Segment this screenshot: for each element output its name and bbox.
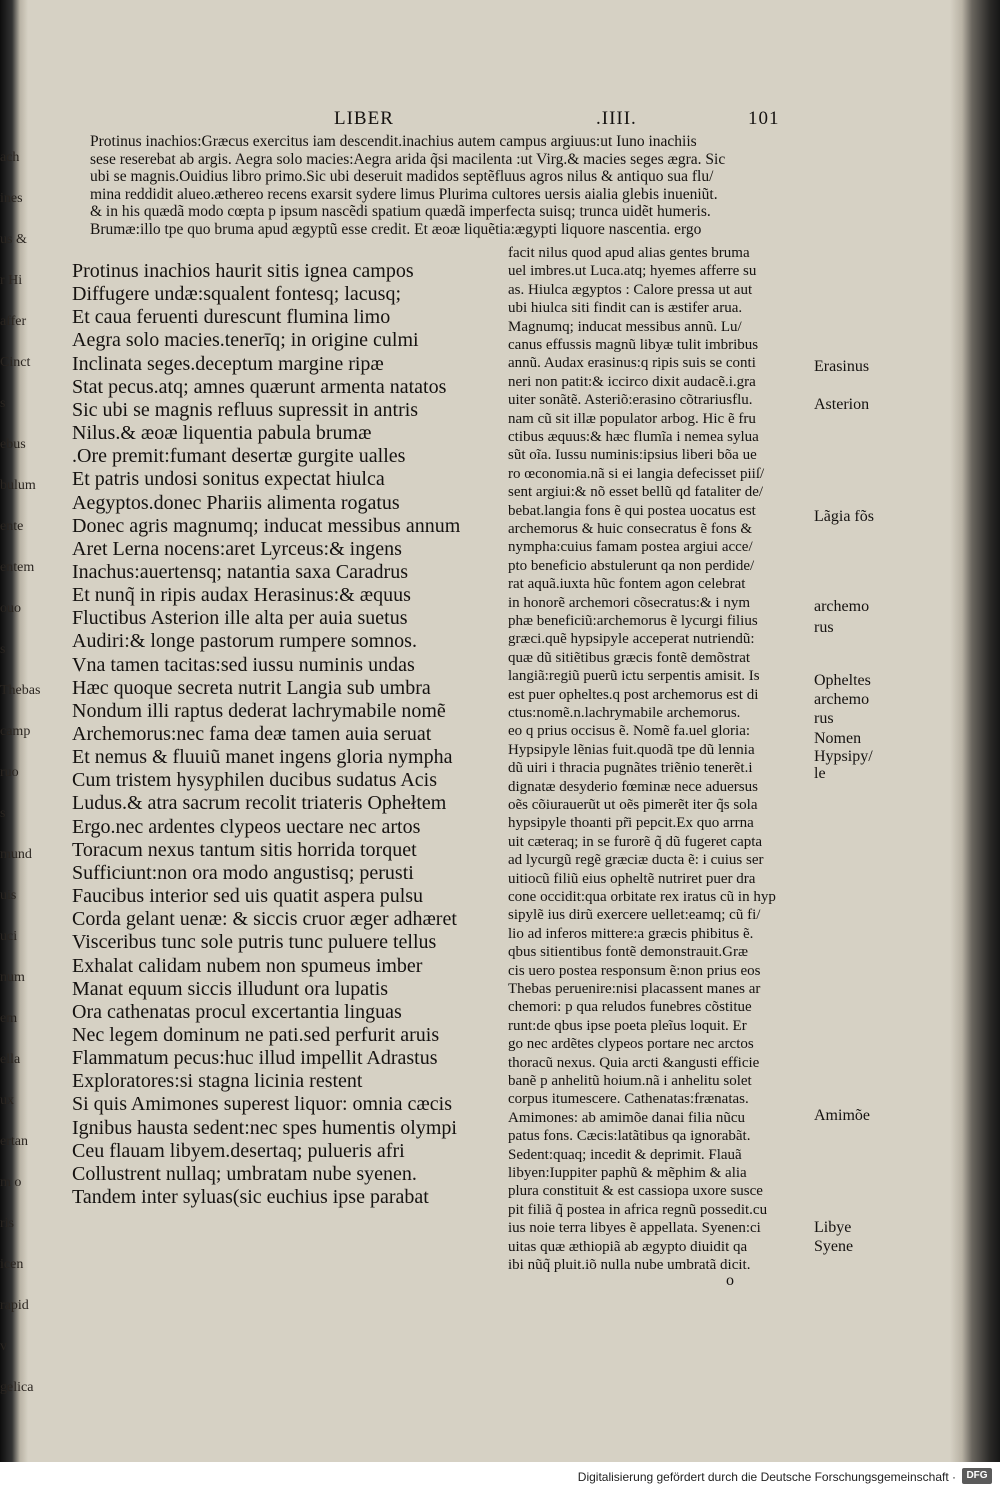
marginal-note: Hypsipy/ xyxy=(814,748,873,765)
commentary-line: corpus itumescere. Cathenatas:frænatas. xyxy=(508,1091,749,1108)
verse-line: Donec agris magnumq; inducat messibus annum xyxy=(72,514,461,537)
verso-fragment: r Hi xyxy=(0,273,23,288)
verse-line: Aret Lerna nocens:aret Lyrceus:& ingens xyxy=(72,537,402,560)
marginal-note: rus xyxy=(814,710,834,727)
verse-line: Aegyptos.donec Phariis alimenta rogatus xyxy=(72,491,400,514)
verse-line: Diffugere undæ:squalent fontesq; lacusq; xyxy=(72,283,402,306)
commentary-line: eo q prius occisus ẽ. Nomẽ fa.uel gloria: xyxy=(508,723,751,740)
commentary-line: ibi nũq̃ pluit.iõ nulla nube umbratã dicit. xyxy=(508,1257,751,1273)
commentary-line: libyen:Iuppiter paphũ & mẽphim & alia xyxy=(508,1165,747,1181)
verse-line: Stat pecus.atq; amnes quærunt armenta natatos xyxy=(72,375,447,398)
marginal-note: Erasinus xyxy=(814,358,870,375)
commentary-line: dignatæ desyderio fœminæ nece aduersus xyxy=(508,778,758,795)
commentary-line: chemori: p qua reludos funebres cõstitue xyxy=(508,999,752,1016)
commentary-line: pit filiã q̃ postea in africa regnũ possedit.cu xyxy=(508,1201,768,1218)
verso-fragment: ella xyxy=(0,1052,21,1067)
verse-line: Sufficiunt:non ora modo angustisq; perusti xyxy=(72,861,414,884)
verse-line: Corda gelant uenæ: & siccis cruor æger adhæret xyxy=(72,908,457,931)
verse-line: Inachus:auertensq; natantia saxa Caradrus xyxy=(72,560,408,583)
marginal-note: le xyxy=(814,765,826,782)
verse-line: Sic ubi se magnis refluus supressit in antris xyxy=(72,398,419,421)
verse-line: Et patris undosi sonitus expectat hiulca xyxy=(72,468,385,491)
verso-page-edge xyxy=(0,0,41,1462)
verso-fragment: Cinct xyxy=(0,355,31,370)
commentary-line: ubi se magnis.Ouidius libro primo.Sic ubi deseruit madidos septẽfluus agros nilus & antiquo sua flu/ xyxy=(90,168,714,186)
commentary-line: cone occidit:qua orbitate rex iratus cũ in hyp xyxy=(508,889,776,905)
marginal-note: Nomen xyxy=(814,730,862,747)
verse-line: Ludus.& atra sacrum recolit triateris Ophełtem xyxy=(72,792,447,815)
verse-line: Toracum nexus tantum sitis horrida torquet xyxy=(72,838,417,861)
commentary-line: uitiocũ filiũ eius opheltẽ nutriret puer dra xyxy=(508,870,756,887)
commentary-line: in honorẽ archemori cõsecratus:& i nym xyxy=(508,594,751,611)
signature-mark: o xyxy=(726,1272,734,1289)
commentary-line: nam cũ sit illæ populator arbog. Hic ẽ fru xyxy=(508,410,756,427)
commentary-line: archemorus & huic consecratus ẽ fons & xyxy=(508,521,753,537)
verse-line: Exploratores:si stagna licinia restent xyxy=(72,1070,363,1093)
verse-line: Manat equum siccis illudunt ora lupatis xyxy=(72,977,389,1000)
commentary-line: græci.quẽ hypsipyle acceperat nutriendũ: xyxy=(508,631,755,648)
verso-fragment: affer xyxy=(0,314,27,329)
marginal-note: rus xyxy=(814,619,834,636)
commentary-line: oẽs cõiurauerũt ut oẽs pimerẽt iter q̃s sola xyxy=(508,797,758,813)
verse-line: Nilus.& æoæ liquentia pabula brumæ xyxy=(72,422,372,445)
footer-bar xyxy=(0,1462,1000,1494)
commentary-line: plura constituit & est cassiopa uxore susce xyxy=(508,1183,763,1200)
verso-fragment: Thebas xyxy=(0,683,41,698)
verso-fragment: ach xyxy=(0,150,20,165)
verso-fragment: ertan xyxy=(0,1134,28,1149)
commentary-line: cis uero postea responsum ẽ:non prius eos xyxy=(508,962,761,979)
commentary-line: uel imbres.ut Luca.atq; hyemes afferre su xyxy=(508,263,757,280)
verse-line: Si quis Amimones superest liquor: omnia cæcis xyxy=(72,1093,452,1116)
commentary-line: sese reserebat ab argis. Aegra solo macies:Aegra arida q̃si macilenta :ut Virg.& macies seges ægra. Sic xyxy=(90,150,726,168)
verse-line: Aegra solo macies.tenerīq; in origine culmi xyxy=(72,329,419,352)
verse-line: Et nunq̃ in ripis audax Herasinus:& æquus xyxy=(72,584,411,607)
commentary-line: Magnumq; inducat messibus annũ. Lu/ xyxy=(508,318,742,335)
verse-line: Ignibus hausta sedent:nec spes humentis olympi xyxy=(72,1116,457,1139)
verso-fragment: ente xyxy=(0,519,24,534)
commentary-line: phæ beneficiũ:archemorus ẽ lycurgi filius xyxy=(508,613,758,629)
commentary-line: sent argiui:& nõ esset bellũ qd fataliter de/ xyxy=(508,484,764,501)
commentary-line: runt:de qbus ipse poeta pleĩus loquit. Er xyxy=(508,1017,747,1034)
footer-credit: Digitalisierung gefördert durch die Deutsche Forschungsgemeinschaft · xyxy=(577,1470,956,1484)
marginal-note: Libye xyxy=(814,1219,852,1236)
verse-line: Collustrent nullaq; umbratam nube syenen. xyxy=(72,1162,417,1185)
verse-line: Nondum illi raptus dederat lachrymabile nomẽ xyxy=(72,699,446,722)
commentary-line: ad lycurgũ regẽ græciæ ducta ẽ: i cuius ser xyxy=(508,852,764,869)
commentary-line: canus effussis magnũ libyæ tulit imbribus xyxy=(508,337,759,353)
marginal-note: Opheltes xyxy=(814,672,871,689)
commentary-line: patus fons. Cæcis:latãtibus qa ignorabãt. xyxy=(508,1128,751,1145)
verso-fragment: ruo xyxy=(0,765,19,780)
verse-line: Ceu flauam libyem.desertaq; pulueris afri xyxy=(72,1139,405,1162)
running-head-book-number: .IIII. xyxy=(596,108,637,129)
verso-fragment: s xyxy=(0,806,6,821)
commentary-line: go nec ardẽtes clypeos portare nec arctos xyxy=(508,1036,754,1053)
commentary-line: ubi hiulca siti findit can is æstifer arua. xyxy=(508,300,743,317)
verso-fragment: camp xyxy=(0,724,31,739)
marginal-note: archemo xyxy=(814,691,870,708)
verse-line: Audiri:& longe pastorum rumpere somnos. xyxy=(72,630,417,653)
commentary-line: & in his quædã modo cœpta p ipsum nascẽdi spatium quædã imperfecta suisq; trunca uidẽt humeris. xyxy=(90,203,711,221)
commentary-line: Sedent:quaq; incedit & deprimit. Flauã xyxy=(508,1146,742,1163)
marginal-note: archemo xyxy=(814,598,870,615)
commentary-line: neri non patit:& iccirco dixit audacẽ.i.gra xyxy=(508,373,756,390)
commentary-line: thoracũ nexus. Quia arcti &angusti efficie xyxy=(508,1054,760,1071)
verse-line: Archemorus:nec fama deæ tamen auia seruat xyxy=(72,723,432,745)
commentary-line: langiã:regiũ puerũ ictu serpentis amisit. Is xyxy=(508,668,760,685)
verse-line: Faucibus interior sed uis quatit aspera pulsu xyxy=(72,885,424,908)
verse-line: Protinus inachios haurit sitis ignea campos xyxy=(72,260,414,282)
verse-line: Et nemus & fluuiũ manet ingens gloria nympha xyxy=(72,746,453,769)
verso-fragment: s xyxy=(0,642,6,657)
verse-line: Visceribus tunc sole putris tunc puluere tellus xyxy=(72,931,437,954)
folio-number: 101 xyxy=(748,108,780,129)
verso-fragment: num xyxy=(0,970,25,985)
running-head-liber: LIBER xyxy=(334,108,394,129)
verso-fragment: rapid xyxy=(0,1298,29,1313)
commentary-line: as. Hiulca ægyptos : Calore pressa ut aut xyxy=(508,281,753,298)
verso-fragment: us & xyxy=(0,232,27,247)
verso-fragment: bulum xyxy=(0,478,36,493)
verso-fragment: ux xyxy=(0,1093,14,1108)
commentary-line: uit cæteraq; in se furorẽ q̃ dũ fugeret capta xyxy=(508,833,763,850)
verse-line: Fluctibus Asterion ille alta per auia suetus xyxy=(72,607,408,630)
commentary-line: ro œconomia.nã si ei langia defecisset piiſ/ xyxy=(508,465,765,482)
commentary-line: Hypsipyle lẽnias fuit.quodã tpe dũ lennia xyxy=(508,741,755,758)
verso-fragment: mund xyxy=(0,847,32,862)
verse-line: Tandem inter syluas(sic euchius ipse parabat xyxy=(72,1186,429,1208)
verso-fragment: icen xyxy=(0,1257,24,1272)
commentary-line: annũ. Audax erasinus:q ripis suis se conti xyxy=(508,355,756,372)
verse-line: .Ore premit:fumant desertæ gurgite ualles xyxy=(72,445,406,468)
commentary-line: banẽ p anhelitũ hoium.nã i anhelitu solet xyxy=(508,1073,752,1089)
verse-line: Inclinata seges.deceptum margine ripæ xyxy=(72,352,384,375)
commentary-line: dũ uiri i thracia pugnãtes triẽnio tenerẽt.i xyxy=(508,760,753,777)
commentary-line: hypsipyle thoanti pr̃i pepcit.Ex quo arrna xyxy=(508,815,754,832)
verse-line: Vna tamen tacitas:sed iussu numinis undas xyxy=(72,653,415,676)
verso-fragment: m o xyxy=(0,1175,22,1190)
verso-fragment: v xyxy=(0,1339,7,1354)
commentary-line: bebat.langia fons ẽ qui postea uocatus est xyxy=(508,502,756,519)
marginal-note: Amimõe xyxy=(814,1107,870,1124)
marginal-note: Asterion xyxy=(814,396,870,413)
verse-line: Nec legem dominum ne pati.sed perfurit aruis xyxy=(72,1023,440,1046)
commentary-line: ctus:nomẽ.n.lachrymabile archemorus. xyxy=(508,705,741,721)
commentary-line: ctibus æquus:& hæc flumĩa i nemea sylua xyxy=(508,429,759,445)
dfg-logo-icon[interactable]: DFG xyxy=(962,1468,992,1484)
verse-line: Et caua feruenti durescunt flumina limo xyxy=(72,306,391,329)
commentary-line: mina reddidit alueo.æthereo recens exarsit sydere limus Plurima cultores uersis aialia glebis inueniũt. xyxy=(90,185,718,203)
commentary-line: nympha:cuius famam postea argiui acce/ xyxy=(508,539,753,556)
marginal-note: Syene xyxy=(814,1238,854,1255)
commentary-line: uitas quæ æthiopiã ab ægypto diuidit qa xyxy=(508,1238,748,1255)
commentary-line: quæ dũ sitiẽtibus græcis fontẽ demõstrat xyxy=(508,649,751,666)
verso-fragment: em xyxy=(0,1011,18,1026)
commentary-line: ius noie terra libyes ẽ appellata. Syenen:ci xyxy=(508,1220,761,1237)
commentary-line: sipylẽ ius dirũ exercere uellet:eamq; cũ fi/ xyxy=(508,907,761,924)
verso-fragment: ebus xyxy=(0,437,26,452)
marginal-note: Lãgia fõs xyxy=(814,508,874,525)
commentary-line: pto beneficio abstulerunt qa non perdide/ xyxy=(508,557,755,574)
commentary-line: lio ad inferos mittere:a græcis phibitus ẽ. xyxy=(508,925,754,942)
commentary-line: Amimones: ab amimõe danai filia nũcu xyxy=(508,1109,746,1126)
verso-fragment: s xyxy=(0,396,6,411)
commentary-line: facit nilus quod apud alias gentes bruma xyxy=(508,245,750,261)
verso-fragment: uci xyxy=(0,929,18,944)
verso-fragment: uis xyxy=(0,888,17,903)
commentary-line: qbus sitientibus fontẽ demonstrauit.Græ xyxy=(508,944,748,961)
commentary-line: est puer opheltes.q post archemorus est di xyxy=(508,686,759,703)
verso-fragment: ines xyxy=(0,191,23,206)
commentary-line: uiter sonãtẽ. Asteriõ:erasino cõtrariusflu. xyxy=(508,392,753,409)
commentary-line: Brumæ:illo tpe quo bruma apud ægyptũ esse credit. Et æoæ liquẽtia:ægypti liquore nascentia. ergo xyxy=(90,221,702,238)
verse-line: Exhalat calidam nubem non spumeus imber xyxy=(72,954,423,977)
commentary-line: Protinus inachios:Græcus exercitus iam descendit.inachius autem campus argiuus:ut Iuno inachiis xyxy=(90,133,697,150)
verso-fragment: entem xyxy=(0,560,35,575)
verso-fragment: gelica xyxy=(0,1380,34,1395)
verso-fragment: ouo xyxy=(0,601,21,616)
commentary-line: rat aquã.iuxta hũc fontem agon celebrat xyxy=(508,576,746,593)
verse-line: Hæc quoque secreta nutrit Langia sub umbra xyxy=(72,676,431,699)
verso-fragment: ris xyxy=(0,1216,14,1231)
verse-line: Ergo.nec ardentes clypeos uectare nec artos xyxy=(72,815,421,838)
verse-line: Cum tristem hysyphilen ducibus sudatus Acis xyxy=(72,769,437,792)
commentary-line: sũt oĩa. Iussu numinis:ipsius liberi bõa ue xyxy=(508,447,757,464)
verse-line: Flammatum pecus:huc illud impellit Adrastus xyxy=(72,1047,438,1070)
verse-line: Ora cathenatas procul excertantia linguas xyxy=(72,1000,402,1023)
commentary-line: Thebas peruenire:nisi placassent manes ar xyxy=(508,981,761,997)
